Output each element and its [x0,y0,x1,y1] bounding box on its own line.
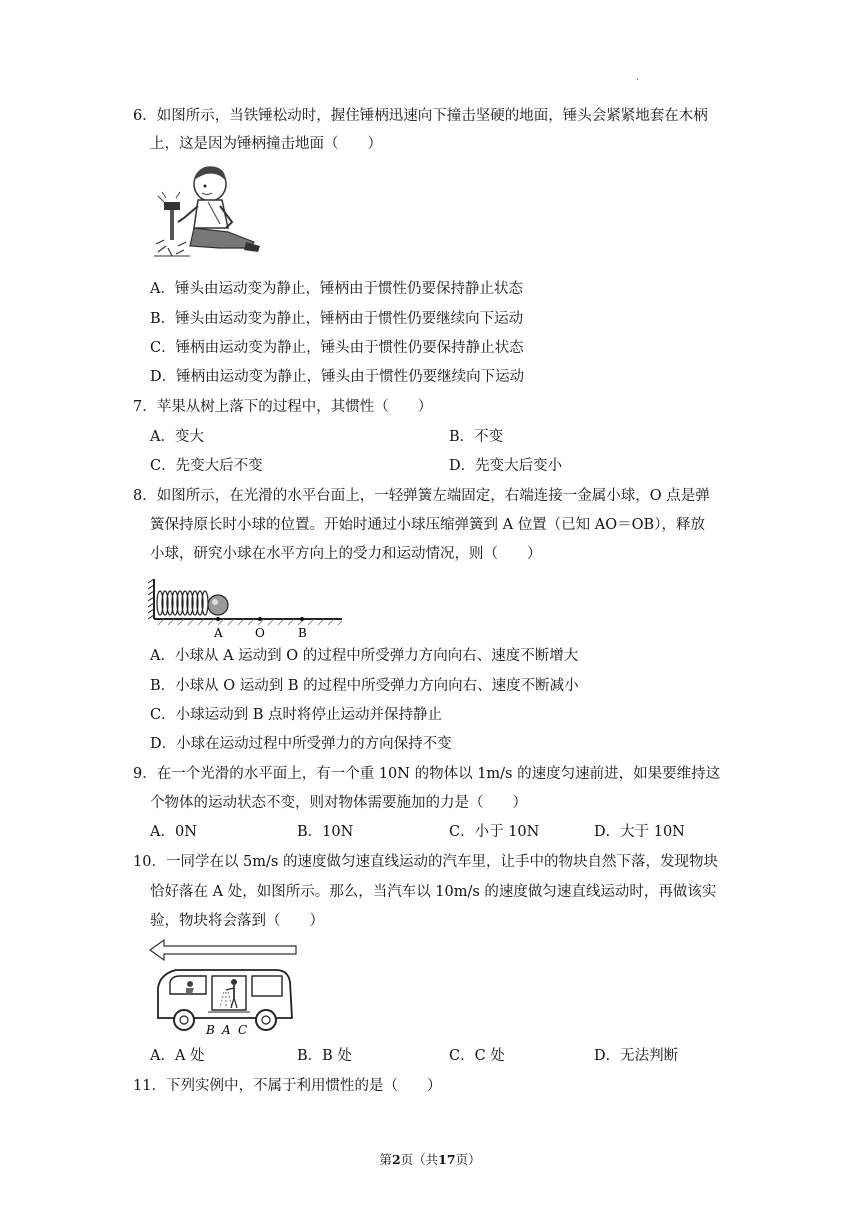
q8-option-d: D．小球在运动过程中所受弹力的方向保持不变 [150,736,452,752]
q8-stem-line1: 8．如图所示，在光滑的水平台面上，一轻弹簧左端固定，右端连接一金属小球，O 点是弹 [133,488,710,504]
q9-option-d: D．大于 10N [594,824,685,840]
q8-option-b: B．小球从 O 运动到 B 的过程中所受弹力方向向右、速度不断减小 [150,678,579,694]
q9-stem-line2: 个物体的运动状态不变，则对物体需要施加的力是（ ） [150,795,527,811]
q10-stem-line3: 验，物块将会落到（ ） [150,913,324,929]
q9-stem-line1: 9．在一个光滑的水平面上，有一个重 10N 的物体以 1m/s 的速度匀速前进，如果要维持这 [133,766,721,782]
q7-option-a: A．变大 [150,429,204,445]
q10-stem-line1: 10．一同学在以 5m/s 的速度做匀速直线运动的汽车里，让手中的物块自然下落，发现物块 [133,854,718,870]
footer-page-number: 2 [391,1152,401,1167]
q8-option-c: C．小球运动到 B 点时将停止运动并保持静止 [150,707,442,723]
q9-option-a: A．0N [150,824,197,840]
q7-stem-line1: 7．苹果从树上落下的过程中，其惯性（ ） [133,399,433,415]
spring-label-b: B [298,626,307,640]
footer-prefix: 第 [379,1152,392,1167]
q9-option-b: B．10N [297,824,354,840]
q8-stem-line3: 小球，研究小球在水平方向上的受力和运动情况，则（ ） [150,546,542,562]
q6-option-c: C．锤柄由运动变为静止，锤头由于惯性仍要保持静止状态 [150,340,524,356]
q9-option-c: C．小于 10N [449,824,540,840]
van-figure [148,938,300,1038]
q8-stem-line2: 簧保持原长时小球的位置。开始时通过小球压缩弹簧到 A 位置（已知 AO＝OB），释放 [150,517,705,533]
hammer-boy-figure [150,162,268,262]
q10-option-c: C．C 处 [449,1048,505,1064]
van-label-c: C [238,1023,248,1037]
footer-total-pages: 17 [438,1152,456,1167]
spring-label-o: O [255,626,265,640]
q11-stem-line1: 11．下列实例中，不属于利用惯性的是（ ） [133,1078,442,1094]
q10-option-d: D．无法判断 [594,1048,679,1064]
spring-ball-figure [148,575,348,641]
spring-label-a: A [214,626,223,640]
van-label-b: B [206,1023,215,1037]
footer-suffix: 页） [455,1152,481,1167]
q6-option-a: A．锤头由运动变为静止，锤柄由于惯性仍要保持静止状态 [150,281,523,297]
q7-option-b: B．不变 [449,429,504,445]
q10-stem-line2: 恰好落在 A 处，如图所示。那么，当汽车以 10m/s 的速度做匀速直线运动时，再做该实 [150,884,717,900]
van-label-a: A [222,1023,231,1037]
q7-option-d: D．先变大后变小 [449,458,563,474]
q8-option-a: A．小球从 A 运动到 O 的过程中所受弹力方向向右、速度不断增大 [150,648,579,664]
q10-option-b: B．B 处 [297,1048,352,1064]
q10-option-a: A．A 处 [150,1048,205,1064]
page-footer [0,1150,860,1168]
footer-mid: 页（共 [400,1152,439,1167]
q6-option-d: D．锤柄由运动变为静止，锤头由于惯性仍要继续向下运动 [150,369,525,385]
q6-stem-line1: 6．如图所示，当铁锤松动时，握住锤柄迅速向下撞击坚硬的地面，锤头会紧紧地套在木柄 [133,108,708,124]
header-mark: . [636,72,640,83]
q7-option-c: C．先变大后不变 [150,458,263,474]
q6-option-b: B．锤头由运动变为静止，锤柄由于惯性仍要继续向下运动 [150,311,524,327]
q6-stem-line2: 上，这是因为锤柄撞击地面（ ） [150,136,382,152]
